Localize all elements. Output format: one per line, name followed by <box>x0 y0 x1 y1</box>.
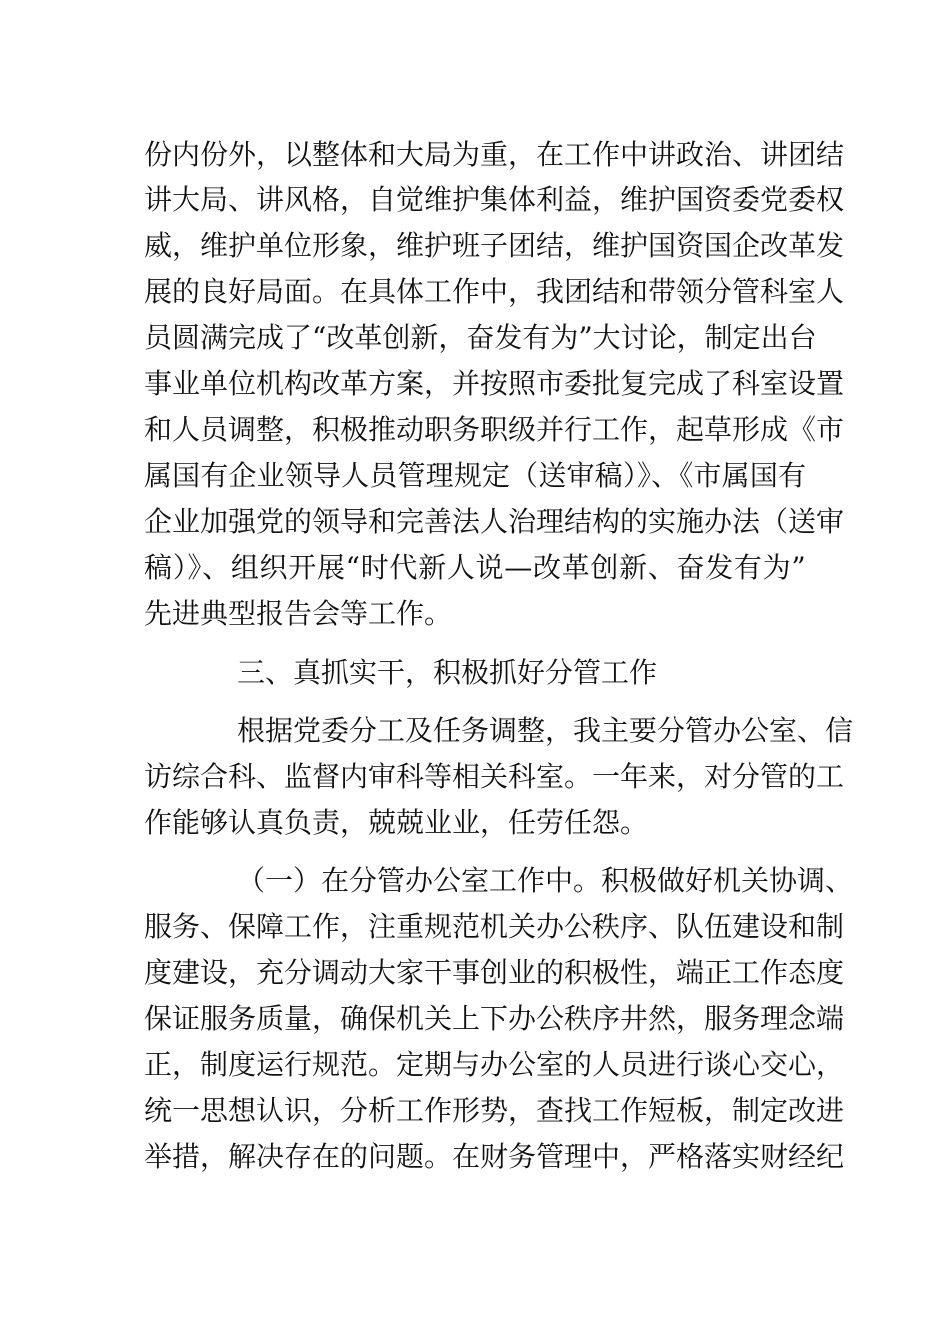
text-line: 作能够认真负责，兢兢业业，任劳任怨。 <box>144 806 649 839</box>
text-line: 举措，解决存在的问题。在财务管理中，严格落实财经纪 <box>144 1140 845 1173</box>
text-line: 属国有企业领导人员管理规定（送审稿）》、《市属国有 <box>144 459 807 492</box>
text-line: 访综合科、监督内审科等相关科室。一年来，对分管的工 <box>144 760 845 793</box>
text-line: 度建设，充分调动大家干事创业的积极性，端正工作态度 <box>144 956 845 989</box>
text-line: 根据党委分工及任务调整，我主要分管办公室、信 <box>237 714 854 747</box>
text-line: 正，制度运行规范。定期与办公室的人员进行谈心交心， <box>144 1048 845 1081</box>
text-line: 份内份外，以整体和大局为重，在工作中讲政治、讲团结 <box>144 138 845 171</box>
section-heading: 三、真抓实干，积极抓好分管工作 <box>237 656 658 689</box>
text-line: 稿）》、组织开展“时代新人说—改革创新、奋发有为” <box>144 551 807 584</box>
text-line: 服务、保障工作，注重规范机关办公秩序、队伍建设和制 <box>144 910 845 943</box>
text-line: 先进典型报告会等工作。 <box>144 597 453 630</box>
text-line: 员圆满完成了“改革创新，奋发有为”大讨论，制定出台 <box>144 321 817 354</box>
text-line: 统一思想认识，分析工作形势，查找工作短板，制定改进 <box>144 1094 845 1127</box>
subsection-line: （一）在分管办公室工作中。积极做好机关协调、 <box>237 864 854 897</box>
text-line: 和人员调整，积极推动职务职级并行工作，起草形成《市 <box>144 413 845 446</box>
text-line: 展的良好局面。在具体工作中，我团结和带领分管科室人 <box>144 275 845 308</box>
text-line: 保证服务质量，确保机关上下办公秩序井然，服务理念端 <box>144 1002 845 1035</box>
text-line: 企业加强党的领导和完善法人治理结构的实施办法（送审 <box>144 505 845 538</box>
text-line: 威，维护单位形象，维护班子团结，维护国资国企改革发 <box>144 229 845 262</box>
text-line: 讲大局、讲风格，自觉维护集体利益，维护国资委党委权 <box>144 183 845 216</box>
text-line: 事业单位机构改革方案，并按照市委批复完成了科室设置 <box>144 367 845 400</box>
